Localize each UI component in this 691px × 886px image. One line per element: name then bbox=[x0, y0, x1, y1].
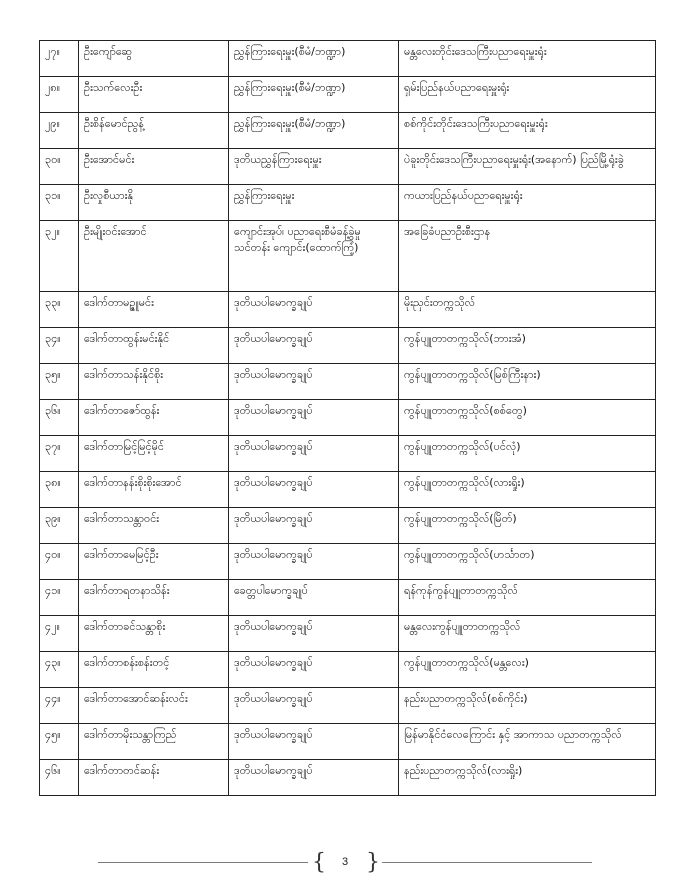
position-title: ဒုတိယညွှန်ကြားရေးမှူး bbox=[229, 149, 399, 185]
department-name: နည်းပညာတက္ကသိုလ်(စစ်ကိုင်း) bbox=[399, 688, 656, 724]
table-row bbox=[40, 580, 656, 616]
table-row bbox=[40, 724, 656, 760]
position-title: ညွှန်ကြားရေးမှူး(စီမံ/ဘဏ္ဍာ) bbox=[229, 113, 399, 149]
row-number: ၂၈။ bbox=[40, 77, 79, 113]
row-number: ၄၁။ bbox=[40, 580, 79, 616]
table-row bbox=[40, 400, 656, 436]
person-name: ဒေါက်တာထွန်းမင်းနိုင် bbox=[79, 328, 229, 364]
page-number: 3 bbox=[341, 856, 349, 868]
position-title: ဒုတိယပါမောက္ခချုပ် bbox=[229, 688, 399, 724]
position-title: ညွှန်ကြားရေးမှူး(စီမံ/ဘဏ္ဍာ) bbox=[229, 41, 399, 77]
person-name: ဒေါက်တာစန်းစန်းတင့် bbox=[79, 652, 229, 688]
department-name: ကယားပြည်နယ်ပညာရေးမှူးရုံး bbox=[399, 185, 656, 221]
person-name: ဒေါက်တာနန်းစိုးစိုးအောင် bbox=[79, 472, 229, 508]
position-title: ဒုတိယပါမောက္ခချုပ် bbox=[229, 328, 399, 364]
department-name: အခြေခံပညာဦးစီးဌာန bbox=[399, 221, 656, 292]
department-name: ရန်ကုန်ကွန်ပျူတာတက္ကသိုလ် bbox=[399, 580, 656, 616]
position-title: ဒုတိယပါမောက္ခချုပ် bbox=[229, 544, 399, 580]
table-row bbox=[40, 328, 656, 364]
row-number: ၃၂။ bbox=[40, 221, 79, 292]
page-footer bbox=[0, 852, 691, 874]
department-name: ကွန်ပျူတာတက္ကသိုလ်(ပင်လုံ) bbox=[399, 436, 656, 472]
position-title: ခေတ္တပါမောက္ခချုပ် bbox=[229, 580, 399, 616]
department-name: ပဲခူးတိုင်းဒေသကြီးပညာရေးမှူးရုံး(အနောက်) ပြည်မြို့ရုံးခွဲ bbox=[399, 149, 656, 185]
department-name: ရှမ်းပြည်နယ်ပညာရေးမှူးရုံး bbox=[399, 77, 656, 113]
person-name: ဒေါက်တာရတနာသိန်း bbox=[79, 580, 229, 616]
person-name: ဒေါက်တာအောင်ဆန်းလင်း bbox=[79, 688, 229, 724]
position-title: ကျောင်းအုပ်၊ ပညာရေးစီမံခန့်ခွဲမှုသင်တန်း ကျောင်း(ထောက်ကြံ့) bbox=[229, 221, 399, 292]
row-number: ၂၇။ bbox=[40, 41, 79, 77]
person-name: ဒေါက်တာတင်ဆန်း bbox=[79, 760, 229, 796]
department-name: စစ်ကိုင်းတိုင်းဒေသကြီးပညာရေးမှူးရုံး bbox=[399, 113, 656, 149]
department-name: ကွန်ပျူတာတက္ကသိုလ်(စစ်တွေ) bbox=[399, 400, 656, 436]
row-number: ၄၄။ bbox=[40, 688, 79, 724]
person-name: ဦးစိန်မောင်ညွန့် bbox=[79, 113, 229, 149]
table-row bbox=[40, 760, 656, 796]
department-name: ကွန်ပျူတာတက္ကသိုလ်(မြိတ်) bbox=[399, 508, 656, 544]
footer-brace-left: { bbox=[312, 850, 326, 875]
department-name: မိုးညှင်းတက္ကသိုလ် bbox=[399, 292, 656, 328]
table-row bbox=[40, 292, 656, 328]
table-row bbox=[40, 652, 656, 688]
position-title: ဒုတိယပါမောက္ခချုပ် bbox=[229, 616, 399, 652]
department-name: ကွန်ပျူတာတက္ကသိုလ်(ဟင်္သာတ) bbox=[399, 544, 656, 580]
person-name: ဒေါက်တာမဥ္ဇူမင်း bbox=[79, 292, 229, 328]
person-name: ဒေါက်တာမေမြင့်ဦး bbox=[79, 544, 229, 580]
person-name: ဒေါက်တာမိုးသန္တာကြည် bbox=[79, 724, 229, 760]
row-number: ၃၄။ bbox=[40, 328, 79, 364]
table-row bbox=[40, 688, 656, 724]
table-row bbox=[40, 436, 656, 472]
person-name: ဒေါက်တာခင်သန္တာစိုး bbox=[79, 616, 229, 652]
footer-rule-right bbox=[382, 862, 592, 863]
table-row bbox=[40, 616, 656, 652]
row-number: ၃၉။ bbox=[40, 508, 79, 544]
position-title: ဒုတိယပါမောက္ခချုပ် bbox=[229, 472, 399, 508]
row-number: ၂၉။ bbox=[40, 113, 79, 149]
department-name: ကွန်ပျူတာတက္ကသိုလ်(ဘားအံ) bbox=[399, 328, 656, 364]
row-number: ၃၁။ bbox=[40, 185, 79, 221]
table-body bbox=[40, 41, 656, 796]
person-name: ဒေါက်တာသန္တာဝင်း bbox=[79, 508, 229, 544]
position-title: ဒုတိယပါမောက္ခချုပ် bbox=[229, 364, 399, 400]
department-name: ကွန်ပျူတာတက္ကသိုလ်(မန္တလေး) bbox=[399, 652, 656, 688]
table-row bbox=[40, 113, 656, 149]
position-title: ဒုတိယပါမောက္ခချုပ် bbox=[229, 436, 399, 472]
person-name: ဦးမျိုးဝင်းအောင် bbox=[79, 221, 229, 292]
position-title: ဒုတိယပါမောက္ခချုပ် bbox=[229, 760, 399, 796]
person-name: ဦးသက်လေးဦး bbox=[79, 77, 229, 113]
person-name: ဒေါက်တာဇော်ထွန်း bbox=[79, 400, 229, 436]
department-name: ကွန်ပျူတာတက္ကသိုလ်(လားရှိုး) bbox=[399, 472, 656, 508]
person-name: ဦးလှုစီယားနို bbox=[79, 185, 229, 221]
department-name: မန္တလေးတိုင်းဒေသကြီးပညာရေးမှူးရုံး bbox=[399, 41, 656, 77]
person-name: ဦးကျော်ဆွေ bbox=[79, 41, 229, 77]
department-name: နည်းပညာတက္ကသိုလ်(လားရှိုး) bbox=[399, 760, 656, 796]
position-title: ညွှန်ကြားရေးမှူး bbox=[229, 185, 399, 221]
table-row bbox=[40, 544, 656, 580]
staff-table bbox=[39, 40, 656, 796]
person-name: ဒေါက်တာသန်းနိုင်စိုး bbox=[79, 364, 229, 400]
row-number: ၃၇။ bbox=[40, 436, 79, 472]
row-number: ၄၆။ bbox=[40, 760, 79, 796]
position-title: ဒုတိယပါမောက္ခချုပ် bbox=[229, 652, 399, 688]
person-name: ဒေါက်တာမြင့်မြင့်မိုင် bbox=[79, 436, 229, 472]
person-name: ဦးအောင်မင်း bbox=[79, 149, 229, 185]
position-title: ဒုတိယပါမောက္ခချုပ် bbox=[229, 508, 399, 544]
position-title: ညွှန်ကြားရေးမှူး(စီမံ/ဘဏ္ဍာ) bbox=[229, 77, 399, 113]
row-number: ၃၅။ bbox=[40, 364, 79, 400]
position-title: ဒုတိယပါမောက္ခချုပ် bbox=[229, 400, 399, 436]
row-number: ၄၅။ bbox=[40, 724, 79, 760]
table-row bbox=[40, 77, 656, 113]
row-number: ၄၂။ bbox=[40, 616, 79, 652]
table-row bbox=[40, 149, 656, 185]
row-number: ၄၃။ bbox=[40, 652, 79, 688]
table-row bbox=[40, 41, 656, 77]
row-number: ၃၀။ bbox=[40, 149, 79, 185]
table-row bbox=[40, 185, 656, 221]
table-row bbox=[40, 472, 656, 508]
position-title: ဒုတိယပါမောက္ခချုပ် bbox=[229, 724, 399, 760]
row-number: ၃၃။ bbox=[40, 292, 79, 328]
department-name: မြန်မာနိုင်ငံလေကြောင်း နှင့် အာကာသ ပညာတက္ကသိုလ် bbox=[399, 724, 656, 760]
table-row bbox=[40, 364, 656, 400]
row-number: ၄၀။ bbox=[40, 544, 79, 580]
department-name: ကွန်ပျူတာတက္ကသိုလ်(မြစ်ကြီးနား) bbox=[399, 364, 656, 400]
footer-rule-left bbox=[98, 862, 308, 863]
table-row bbox=[40, 508, 656, 544]
row-number: ၃၆။ bbox=[40, 400, 79, 436]
position-title: ဒုတိယပါမောက္ခချုပ် bbox=[229, 292, 399, 328]
department-name: မန္တလေးကွန်ပျူတာတက္ကသိုလ် bbox=[399, 616, 656, 652]
table-row bbox=[40, 221, 656, 292]
row-number: ၃၈။ bbox=[40, 472, 79, 508]
footer-brace-right: } bbox=[366, 850, 380, 875]
